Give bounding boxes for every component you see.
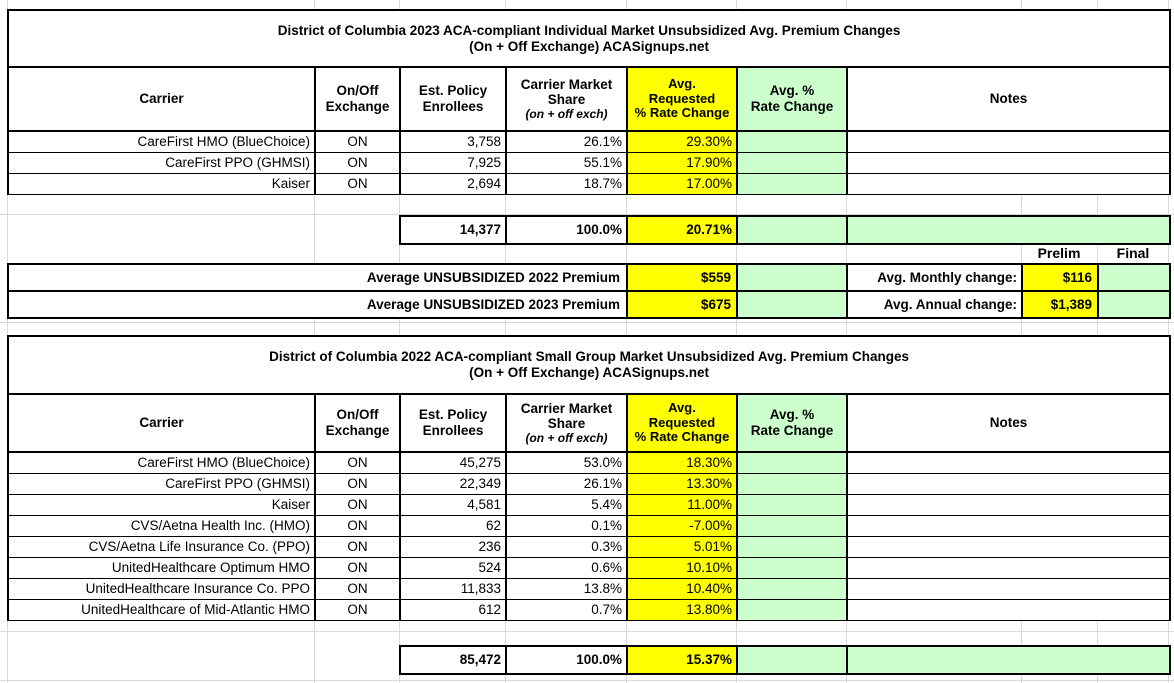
cell-carrier[interactable]: Kaiser: [8, 173, 315, 194]
cell-avg-change[interactable]: [737, 473, 847, 494]
cell-requested[interactable]: 5.01%: [627, 536, 737, 557]
table-row: [8, 515, 1170, 536]
totals-avg-change[interactable]: [737, 646, 847, 674]
cell-share[interactable]: 26.1%: [506, 473, 627, 494]
cell-enrollees[interactable]: 2,694: [400, 173, 506, 194]
totals-notes[interactable]: [847, 216, 1170, 244]
cell-avg-change[interactable]: [737, 131, 847, 152]
table1-title-line1: District of Columbia 2023 ACA-compliant Individual Market Unsubsidized Avg. Premium Changes: [277, 22, 901, 38]
cell-enrollees[interactable]: 4,581: [400, 494, 506, 515]
header-market-share[interactable]: Carrier Market Share (on + off exch): [506, 67, 627, 131]
cell-requested[interactable]: 10.10%: [627, 557, 737, 578]
totals-avg-change[interactable]: [737, 216, 847, 244]
header-avg-rate[interactable]: Avg. % Rate Change: [737, 67, 847, 131]
change-label[interactable]: Avg. Monthly change:: [847, 264, 1022, 291]
cell-carrier[interactable]: CareFirst PPO (GHMSI): [8, 152, 315, 173]
header-notes[interactable]: Notes: [847, 67, 1170, 131]
cell-requested[interactable]: 18.30%: [627, 452, 737, 473]
summary-value[interactable]: $675: [627, 291, 737, 318]
cell-exchange[interactable]: ON: [315, 578, 400, 599]
cell-enrollees[interactable]: 45,275: [400, 452, 506, 473]
table2-title-line1: District of Columbia 2022 ACA-compliant Small Group Market Unsubsidized Avg. Premium Changes: [269, 349, 909, 365]
cell-exchange[interactable]: ON: [315, 536, 400, 557]
header-requested-rate[interactable]: Avg. Requested % Rate Change: [627, 394, 737, 452]
cell-enrollees[interactable]: 11,833: [400, 578, 506, 599]
header-market-share[interactable]: Carrier Market Share (on + off exch): [506, 394, 627, 452]
table1-title-cell[interactable]: [8, 10, 1170, 67]
cell-avg-change[interactable]: [737, 452, 847, 473]
table2-header-row: [8, 394, 1170, 452]
cell-exchange[interactable]: ON: [315, 515, 400, 536]
cell-avg-change[interactable]: [737, 515, 847, 536]
cell-enrollees[interactable]: 62: [400, 515, 506, 536]
cell-notes[interactable]: [847, 515, 1170, 536]
table-row: [8, 536, 1170, 557]
cell-notes[interactable]: [847, 173, 1170, 194]
cell-avg-change[interactable]: [737, 494, 847, 515]
header-notes[interactable]: Notes: [847, 394, 1170, 452]
individual-market-totals: [399, 215, 1171, 245]
header-exchange[interactable]: On/Off Exchange: [315, 67, 400, 131]
cell-share[interactable]: 13.8%: [506, 578, 627, 599]
totals-notes[interactable]: [847, 646, 1170, 674]
cell-enrollees[interactable]: 3,758: [400, 131, 506, 152]
cell-notes[interactable]: [847, 131, 1170, 152]
table-row: [8, 264, 1170, 291]
prelim-column-label: Prelim: [1037, 245, 1081, 261]
change-prelim-value[interactable]: $1,389: [1022, 291, 1098, 318]
cell-notes[interactable]: [847, 578, 1170, 599]
cell-share[interactable]: 55.1%: [506, 152, 627, 173]
cell-requested[interactable]: 17.90%: [627, 152, 737, 173]
totals-share[interactable]: 100.0%: [506, 216, 627, 244]
cell-carrier[interactable]: Kaiser: [8, 494, 315, 515]
cell-requested[interactable]: -7.00%: [627, 515, 737, 536]
cell-notes[interactable]: [847, 557, 1170, 578]
cell-carrier[interactable]: CareFirst PPO (GHMSI): [8, 473, 315, 494]
table2-title-line2: (On + Off Exchange) ACASignups.net: [469, 365, 709, 380]
cell-avg-change[interactable]: [737, 152, 847, 173]
change-prelim-value[interactable]: $116: [1022, 264, 1098, 291]
totals-enrollees[interactable]: 85,472: [400, 646, 506, 674]
summary-avg-change[interactable]: [737, 291, 847, 318]
table-row: [8, 173, 1170, 194]
cell-share[interactable]: 5.4%: [506, 494, 627, 515]
individual-market-table: [7, 9, 1171, 195]
header-carrier[interactable]: Carrier: [8, 67, 315, 131]
totals-share[interactable]: 100.0%: [506, 646, 627, 674]
cell-exchange[interactable]: ON: [315, 152, 400, 173]
table1-header-row: [8, 67, 1170, 131]
table1-title-line2: (On + Off Exchange) ACASignups.net: [469, 38, 709, 54]
cell-share[interactable]: 26.1%: [506, 131, 627, 152]
cell-notes[interactable]: [847, 473, 1170, 494]
table-row: [8, 452, 1170, 473]
header-enrollees[interactable]: Est. Policy Enrollees: [400, 67, 506, 131]
small-group-totals: [399, 645, 1171, 675]
cell-enrollees[interactable]: 524: [400, 557, 506, 578]
totals-requested[interactable]: 15.37%: [627, 646, 737, 674]
change-final-value[interactable]: [1098, 291, 1170, 318]
table2-title-cell[interactable]: [8, 336, 1170, 394]
table-row: [8, 291, 1170, 318]
cell-share[interactable]: 0.7%: [506, 599, 627, 620]
header-enrollees[interactable]: Est. Policy Enrollees: [400, 394, 506, 452]
summary-value[interactable]: $559: [627, 264, 737, 291]
header-avg-rate[interactable]: Avg. % Rate Change: [737, 394, 847, 452]
summary-label[interactable]: Average UNSUBSIDIZED 2022 Premium: [8, 264, 627, 291]
table-row: [8, 152, 1170, 173]
summary-label[interactable]: Average UNSUBSIDIZED 2023 Premium: [8, 291, 627, 318]
cell-enrollees[interactable]: 7,925: [400, 152, 506, 173]
cell-exchange[interactable]: ON: [315, 452, 400, 473]
cell-carrier[interactable]: UnitedHealthcare Insurance Co. PPO: [8, 578, 315, 599]
cell-share[interactable]: 0.6%: [506, 557, 627, 578]
cell-notes[interactable]: [847, 536, 1170, 557]
final-column-label: Final: [1116, 245, 1150, 261]
cell-carrier[interactable]: CVS/Aetna Health Inc. (HMO): [8, 515, 315, 536]
cell-exchange[interactable]: ON: [315, 599, 400, 620]
header-exchange[interactable]: On/Off Exchange: [315, 394, 400, 452]
cell-carrier[interactable]: CVS/Aetna Life Insurance Co. (PPO): [8, 536, 315, 557]
header-carrier[interactable]: Carrier: [8, 394, 315, 452]
cell-avg-change[interactable]: [737, 599, 847, 620]
cell-exchange[interactable]: ON: [315, 557, 400, 578]
cell-requested[interactable]: 13.30%: [627, 473, 737, 494]
cell-notes[interactable]: [847, 152, 1170, 173]
cell-exchange[interactable]: ON: [315, 494, 400, 515]
cell-requested[interactable]: 29.30%: [627, 131, 737, 152]
cell-requested[interactable]: 11.00%: [627, 494, 737, 515]
cell-notes[interactable]: [847, 452, 1170, 473]
cell-requested[interactable]: 17.00%: [627, 173, 737, 194]
table-row: [8, 494, 1170, 515]
cell-enrollees[interactable]: 236: [400, 536, 506, 557]
table-row: [8, 473, 1170, 494]
cell-exchange[interactable]: ON: [315, 131, 400, 152]
cell-avg-change[interactable]: [737, 536, 847, 557]
small-group-market-table: [7, 335, 1171, 621]
cell-exchange[interactable]: ON: [315, 173, 400, 194]
summary-avg-change[interactable]: [737, 264, 847, 291]
cell-avg-change[interactable]: [737, 173, 847, 194]
cell-carrier[interactable]: CareFirst HMO (BlueChoice): [8, 131, 315, 152]
cell-notes[interactable]: [847, 599, 1170, 620]
cell-notes[interactable]: [847, 494, 1170, 515]
cell-exchange[interactable]: ON: [315, 473, 400, 494]
table-row: [8, 131, 1170, 152]
cell-avg-change[interactable]: [737, 557, 847, 578]
table-row: [8, 599, 1170, 620]
cell-carrier[interactable]: CareFirst HMO (BlueChoice): [8, 452, 315, 473]
premium-summary-table: [7, 263, 1171, 319]
cell-enrollees[interactable]: 22,349: [400, 473, 506, 494]
change-label[interactable]: Avg. Annual change:: [847, 291, 1022, 318]
cell-share[interactable]: 0.3%: [506, 536, 627, 557]
totals-enrollees[interactable]: 14,377: [400, 216, 506, 244]
cell-share[interactable]: 18.7%: [506, 173, 627, 194]
header-requested-rate[interactable]: Avg. Requested % Rate Change: [627, 67, 737, 131]
cell-enrollees[interactable]: 612: [400, 599, 506, 620]
cell-avg-change[interactable]: [737, 578, 847, 599]
totals-requested[interactable]: 20.71%: [627, 216, 737, 244]
cell-carrier[interactable]: UnitedHealthcare of Mid-Atlantic HMO: [8, 599, 315, 620]
table-row: [8, 578, 1170, 599]
cell-share[interactable]: 53.0%: [506, 452, 627, 473]
change-final-value[interactable]: [1098, 264, 1170, 291]
cell-requested[interactable]: 10.40%: [627, 578, 737, 599]
cell-carrier[interactable]: UnitedHealthcare Optimum HMO: [8, 557, 315, 578]
cell-requested[interactable]: 13.80%: [627, 599, 737, 620]
table-row: [8, 557, 1170, 578]
cell-share[interactable]: 0.1%: [506, 515, 627, 536]
